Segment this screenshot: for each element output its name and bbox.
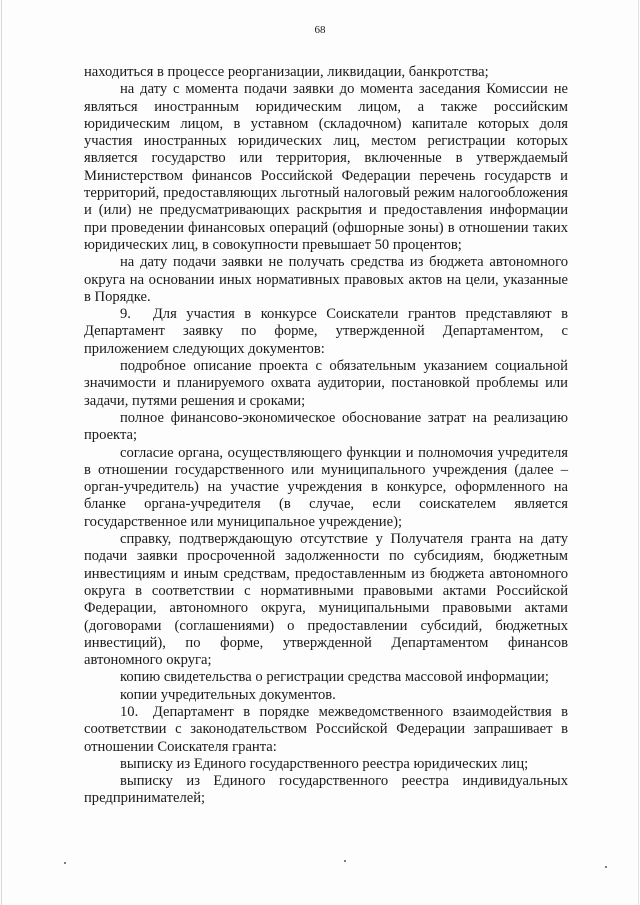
paragraph-founder-consent: согласие органа, осуществляющего функции и полномочия учредителя в отношении государственного или муниципального учреждения (далее – орган-учредитель) на участие учреждения в конкурсе, оформленного на бланке органа-учредителя (в случае, если соискателем является государственное или муниципальное учреждение); — [84, 444, 568, 530]
paragraph-no-other-funds: на дату подачи заявки не получать средства из бюджета автономного округа на основании иных нормативных правовых актов на цели, указанные в Порядке. — [84, 254, 568, 305]
paragraph-financial-justification: полное финансово-экономическое обоснование затрат на реализацию проекта; — [84, 409, 568, 444]
scan-speck — [64, 862, 66, 864]
paragraph-founding-documents: копии учредительных документов. — [120, 686, 336, 703]
scan-edge-right — [638, 0, 639, 905]
document-body — [84, 64, 568, 808]
scan-speck — [344, 860, 346, 862]
page-number: 68 — [314, 24, 326, 36]
paragraph-legal-entities-extract: выписку из Единого государственного реестра юридических лиц; — [120, 755, 529, 772]
paragraph-not-foreign-entity: на дату с момента подачи заявки до момента заседания Комиссии не являться иностранным юридическим лицом, а также российским юридическим лицом, в уставном (складочном) капитале которых доля участия иностранных юридических лиц, местом регистрации которых является государство или территория, включенные в утверждаемый Министерством финансов Российской Федерации перечень государств и территорий, предоставляющих льготный налоговый режим налогообложения и (или) не предусматривающих раскрытия и предоставления информации при проведении финансовых операций (офшорные зоны) в отношении таких юридических лиц, в совокупности превышает 50 процентов; — [84, 81, 568, 253]
paragraph-clause-10: 10. Департамент в порядке межведомственного взаимодействия в соответствии с законодательством Российской Федерации запрашивает в отношении Соискателя гранта: — [84, 703, 568, 755]
paragraph-debt-certificate: справку, подтверждающую отсутствие у Получателя гранта на дату подачи заявки просроченной задолженности по субсидиям, бюджетным инвестициям и иным средствам, предоставленным из бюджета автономного округа в соответствии с нормативными правовыми актами Российской Федерации, автономного округа, муниципальными правовыми актами (договорами (соглашениями) о предоставлении субсидий, бюджетных инвестиций), по форме, утвержденной Департаментом финансов автономного округа; — [84, 531, 568, 669]
scan-speck — [605, 866, 607, 868]
paragraph-project-description: подробное описание проекта с обязательным указанием социальной значимости и планируемого охвата аудитории, постановкой проблемы или задачи, путями решения и сроками; — [84, 358, 568, 409]
paragraph-media-registration: копию свидетельства о регистрации средства массовой информации; — [120, 669, 549, 686]
paragraph-entrepreneurs-extract: выписку из Единого государственного реестра индивидуальных предпринимателей; — [84, 773, 568, 807]
scan-edge-left — [1, 0, 2, 905]
paragraph-clause-9: 9. Для участия в конкурсе Соискатели грантов представляют в Департамент заявку по форме, утвержденной Департаментом, с приложением следующих документов: — [84, 306, 568, 357]
paragraph-reorganization: находиться в процессе реорганизации, ликвидации, банкротства; — [84, 64, 489, 80]
